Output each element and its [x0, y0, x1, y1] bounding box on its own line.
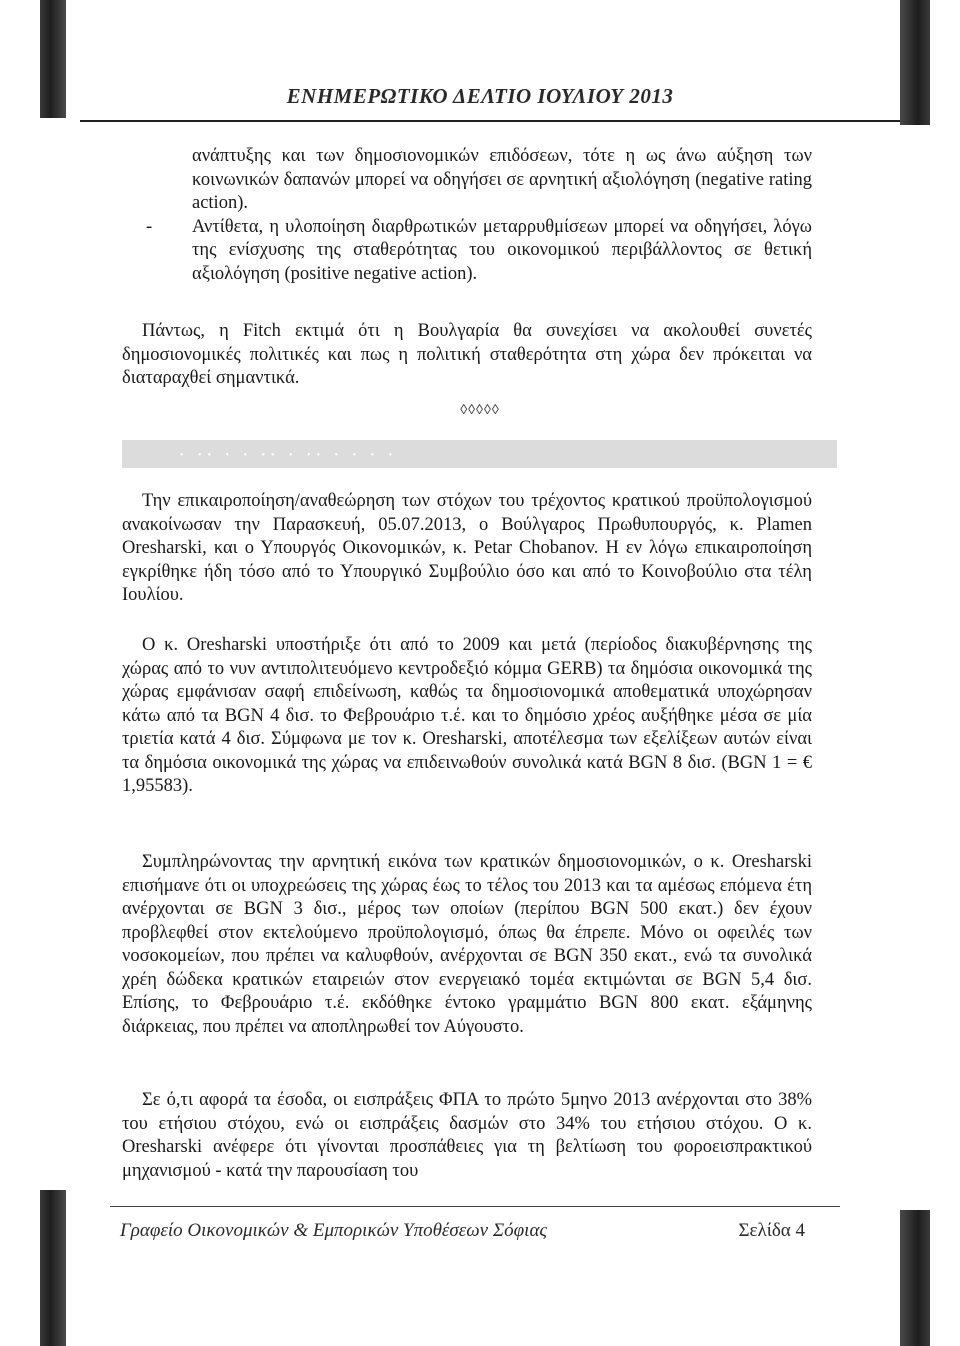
oresharski-section: [122, 634, 812, 799]
budget-update-section: [122, 490, 812, 608]
header-divider: [80, 120, 900, 122]
scan-margin-right-bottom: [900, 1210, 930, 1346]
obligations-paragraph: Συμπληρώνοντας την αρνητική εικόνα των κρατικών δημοσιονομικών, ο κ. Oresharski επισήμανε ότι οι υποχρεώσεις της χώρας έως το τέλος του 2013 και τα αμέσως επόμενα έτη ανέρχονται σε BGN 3 δισ., μέρος των οποίων (περίπου BGN 500 εκατ.) δεν έχουν προβλεφθεί στον εκτελούμενο προϋπολογισμό, όπως θα έπρεπε. Μόνο οι οφειλές των νοσοκομείων, που πρέπει να καλυφθούν, ανέρχονται σε BGN 350 εκατ., ενώ τα συνολικά χρέη δώδεκα κρατικών εταιρειών στον ενεργειακό τομέα εκτιμώνται σε BGN 5,4 δισ. Επίσης, το Φεβρουάριο τ.έ. εκδόθηκε έντοκο γραμμάτιο BGN 800 εκατ. εξάμηνης διάρκειας, που πρέπει να αποπληρωθεί τον Αύγουστο.: [122, 852, 812, 1037]
fitch-paragraph: Πάντως, η Fitch εκτιμά ότι η Βουλγαρία θα συνεχίσει να ακολουθεί συνετές δημοσιονομικές πολιτικές και πως η πολιτική σταθερότητα στη χώρα δεν πρόκειται να διαταραχθεί σημαντικά.: [122, 321, 812, 388]
revenue-paragraph: Σε ό,τι αφορά τα έσοδα, οι εισπράξεις ΦΠΑ το πρώτο 5μηνο 2013 ανέρχονται στο 38% του ετήσιου στόχου, ενώ οι εισπράξεις δασμών στο 34% του ετήσιου στόχου. Ο κ. Oresharski ανέφερε ότι γίνονται προσπάθειες για τη βελτίωση του φοροεισπρακτικού μηχανισμού - κατά την παρουσίαση του: [122, 1090, 812, 1181]
intro-paragraph: ανάπτυξης και των δημοσιονομικών επιδόσεων, τότε η ως άνω αύξηση των κοινωνικών δαπανών μπορεί να οδηγήσει σε αρνητική αξιολόγηση (negative rating action).: [192, 146, 812, 213]
footer-divider: [110, 1206, 840, 1207]
revenue-section: [122, 1089, 812, 1183]
oresharski-paragraph: Ο κ. Oresharski υποστήριξε ότι από το 2009 και μετά (περίοδος διακυβέρνησης της χώρας από το νυν αντιπολιτευόμενο κεντροδεξιό κόμμα GERB) τα δημόσια οικονομικά της χώρας εμφάνισαν σαφή επιδείνωση, καθώς τα δημοσιονομικά αποθεματικά υποχώρησαν κάτω από τα BGN 4 δισ. το Φεβρουάριο τ.έ. και το δημόσιο χρέος αυξήθηκε μέσα σε μία τριετία κατά 4 δισ. Σύμφωνα με τον κ. Oresharski, αποτέλεσμα των εξελίξεων αυτών είναι τα δημόσια οικονομικά της χώρας να επιδεινωθούν συνολικά κατά BGN 8 δισ. (BGN 1 = € 1,95583).: [122, 635, 812, 796]
fitch-section: [122, 320, 812, 391]
budget-update-paragraph: Την επικαιροποίηση/αναθεώρηση των στόχων του τρέχοντος κρατικού προϋπολογισμού ανακοίνωσαν την Παρασκευή, 05.07.2013, ο Βούλγαρος Πρωθυπουργός, κ. Plamen Oresharski, και ο Υπουργός Οικονομικών, κ. Petar Chobanov. Η εν λόγω επικαιροποίηση εγκρίθηκε ήδη τόσο από το Υπουργικό Συμβούλιο όσο και από το Κοινοβούλιο στα τέλη Ιουλίου.: [122, 491, 812, 605]
scan-artifact-dots: • •• • • •• • •• • • • •: [180, 450, 399, 461]
intro-section: [122, 145, 812, 286]
footer-page-number: Σελίδα 4: [738, 1220, 805, 1241]
scan-margin-left-bottom: [40, 1190, 66, 1346]
footer-office: Γραφείο Οικονομικών & Εμπορικών Υποθέσεων Σόφιας: [120, 1220, 548, 1241]
document-header-title: ΕΝΗΜΕΡΩΤΙΚΟ ΔΕΛΤΙΟ ΙΟΥΛΙΟΥ 2013: [286, 84, 674, 108]
section-separator: ◊◊◊◊◊: [460, 403, 500, 418]
obligations-section: [122, 851, 812, 1039]
dash-list-item: - Αντίθετα, η υλοποίηση διαρθρωτικών μεταρρυθμίσεων μπορεί να οδηγήσει, λόγω της ενίσχυσης της σταθερότητας του οικονομικού περιβάλλοντος σε θετική αξιολόγηση (positive negative action).: [122, 216, 812, 287]
